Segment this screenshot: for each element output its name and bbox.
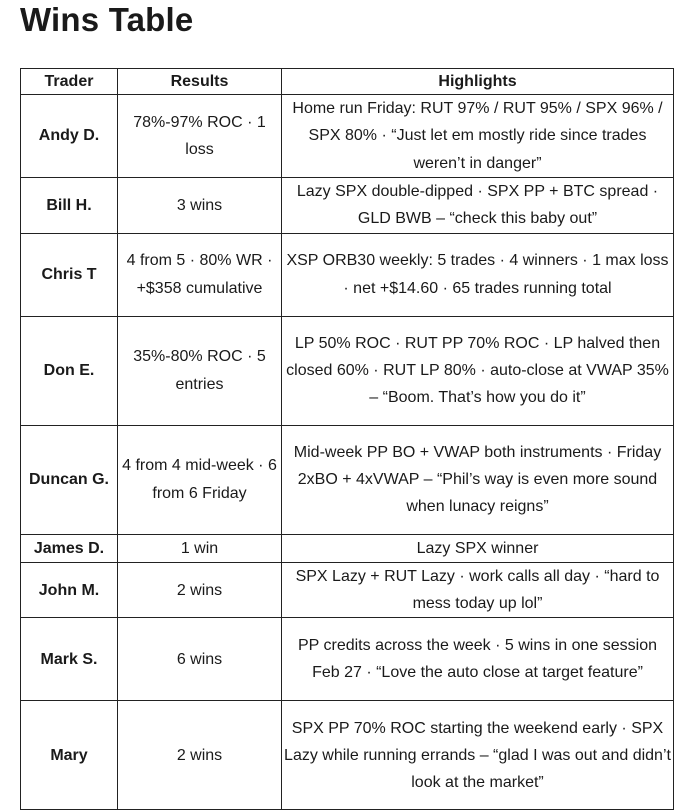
results-cell: 6 wins: [118, 618, 282, 701]
results-cell: 3 wins: [118, 178, 282, 234]
trader-cell: Bill H.: [21, 178, 118, 234]
wins-table: [20, 68, 674, 810]
highlights-cell: PP credits across the week · 5 wins in one session Feb 27 · “Love the auto close at target feature”: [282, 618, 674, 701]
trader-cell: James D.: [21, 534, 118, 562]
table-row: [21, 701, 674, 810]
results-cell: 1 win: [118, 534, 282, 562]
table-row: [21, 95, 674, 178]
highlights-cell: LP 50% ROC · RUT PP 70% ROC · LP halved then closed 60% · RUT LP 80% · auto-close at VWAP 35% – “Boom. That’s how you do it”: [282, 316, 674, 425]
table-header-row: [21, 69, 674, 95]
highlights-cell: SPX Lazy + RUT Lazy · work calls all day · “hard to mess today up lol”: [282, 562, 674, 618]
results-cell: 4 from 5 · 80% WR · +$358 cumulative: [118, 233, 282, 316]
highlights-cell: Home run Friday: RUT 97% / RUT 95% / SPX 96% / SPX 80% · “Just let em mostly ride since trades weren’t in danger”: [282, 95, 674, 178]
results-cell: 2 wins: [118, 562, 282, 618]
table-row: [21, 425, 674, 534]
results-cell: 78%-97% ROC · 1 loss: [118, 95, 282, 178]
trader-cell: Mark S.: [21, 618, 118, 701]
results-cell: 2 wins: [118, 701, 282, 810]
results-cell: 35%-80% ROC · 5 entries: [118, 316, 282, 425]
table-row: [21, 534, 674, 562]
trader-cell: Duncan G.: [21, 425, 118, 534]
table-row: [21, 562, 674, 618]
highlights-cell: Lazy SPX winner: [282, 534, 674, 562]
table-row: [21, 618, 674, 701]
trader-cell: Mary: [21, 701, 118, 810]
table-row: [21, 316, 674, 425]
highlights-cell: Mid-week PP BO + VWAP both instruments · Friday 2xBO + 4xVWAP – “Phil’s way is even more sound when lunacy reigns”: [282, 425, 674, 534]
results-cell: 4 from 4 mid-week · 6 from 6 Friday: [118, 425, 282, 534]
highlights-cell: Lazy SPX double-dipped · SPX PP + BTC spread · GLD BWB – “check this baby out”: [282, 178, 674, 234]
trader-cell: John M.: [21, 562, 118, 618]
column-header-highlights: Highlights: [282, 69, 674, 95]
table-row: [21, 233, 674, 316]
trader-cell: Andy D.: [21, 95, 118, 178]
highlights-cell: XSP ORB30 weekly: 5 trades · 4 winners · 1 max loss · net +$14.60 · 65 trades running total: [282, 233, 674, 316]
table-row: [21, 178, 674, 234]
highlights-cell: SPX PP 70% ROC starting the weekend early · SPX Lazy while running errands – “glad I was out and didn’t look at the market”: [282, 701, 674, 810]
column-header-results: Results: [118, 69, 282, 95]
column-header-trader: Trader: [21, 69, 118, 95]
trader-cell: Chris T: [21, 233, 118, 316]
page-title: Wins Table: [20, 1, 194, 38]
trader-cell: Don E.: [21, 316, 118, 425]
